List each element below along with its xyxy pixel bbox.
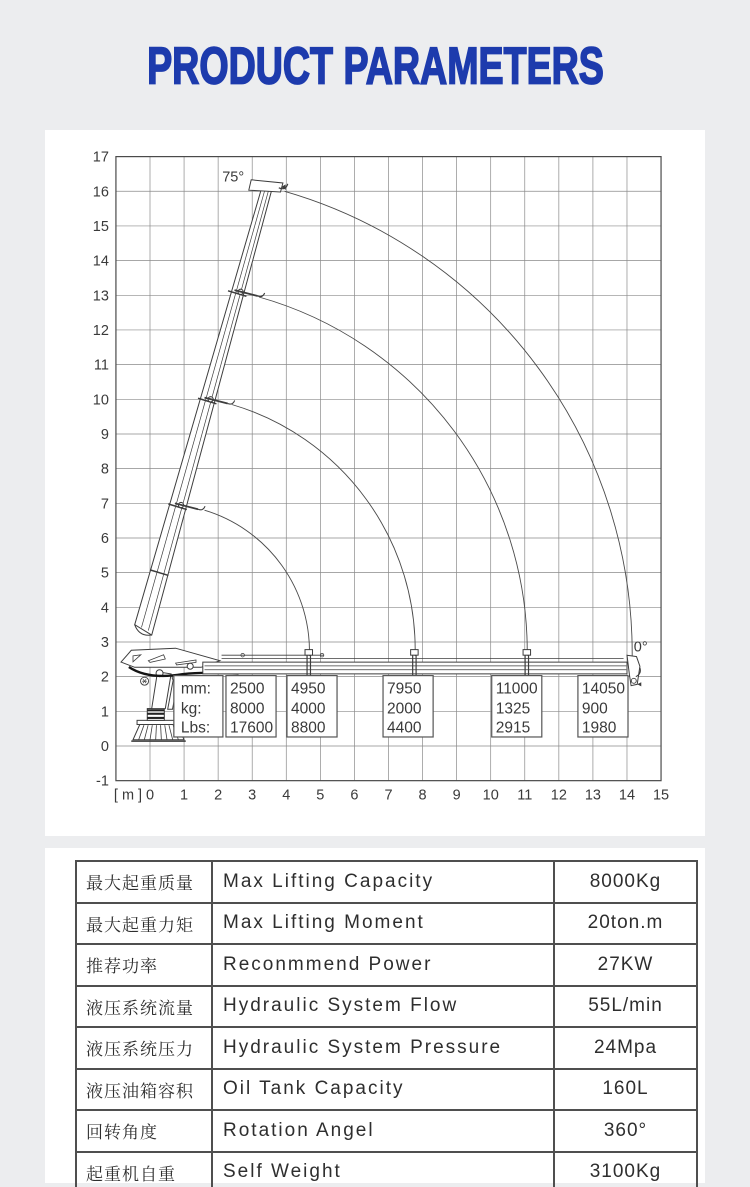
spec-row <box>76 1069 697 1111</box>
y-tick-label: 14 <box>92 253 109 270</box>
x-tick-label: 10 <box>482 787 499 804</box>
spec-name-en: Max Lifting Moment <box>212 903 554 945</box>
x-tick-label: 3 <box>248 787 257 804</box>
spec-name-cn: 起重机自重 <box>76 1152 212 1187</box>
reach-value: 8800 <box>290 719 326 737</box>
load-chart-panel <box>45 130 705 836</box>
reach-row-label: mm: <box>180 680 211 698</box>
max-angle-label: 75° <box>222 169 245 186</box>
crane-working-range-chart <box>45 130 705 836</box>
spec-table <box>75 860 698 1187</box>
spec-row <box>76 1152 697 1187</box>
x-axis-labels <box>114 788 669 804</box>
y-tick-label: 6 <box>100 530 109 547</box>
spec-name-cn: 最大起重质量 <box>76 861 212 903</box>
spec-name-cn: 回转角度 <box>76 1110 212 1152</box>
reach-row-label: kg: <box>180 700 202 718</box>
min-angle-label: 0° <box>633 639 648 656</box>
reach-value: 1325 <box>495 700 531 718</box>
spec-name-en: Rotation Angel <box>212 1110 554 1152</box>
boom-horizontal <box>203 662 627 674</box>
boom-tip-horizontal <box>627 655 640 686</box>
spec-row <box>76 1027 697 1069</box>
spec-value: 24Mpa <box>554 1027 697 1069</box>
capacity-arc <box>259 297 527 656</box>
x-tick-label: 15 <box>652 787 670 804</box>
boom-section-pulley <box>411 650 418 656</box>
spec-name-en: Max Lifting Capacity <box>212 861 554 903</box>
y-tick-label: 2 <box>100 669 109 686</box>
spec-name-cn: 液压油箱容积 <box>76 1069 212 1111</box>
x-tick-label: 11 <box>517 787 533 804</box>
y-tick-label: 4 <box>100 600 109 617</box>
y-axis-labels <box>93 150 109 790</box>
capacity-arcs <box>205 191 633 663</box>
reach-value: 1980 <box>581 719 617 737</box>
y-tick-label: 8 <box>100 461 109 478</box>
boom-section-pulley <box>523 650 530 656</box>
y-tick-label: 5 <box>100 565 109 582</box>
spec-row <box>76 861 697 903</box>
y-tick-label: 13 <box>92 288 109 305</box>
reach-value: 11000 <box>495 680 538 698</box>
y-tick-label: 9 <box>100 426 109 443</box>
spec-value: 3100Kg <box>554 1152 697 1187</box>
spec-row <box>76 1110 697 1152</box>
spec-value: 20ton.m <box>554 903 697 945</box>
x-axis-unit-label: [ m ] <box>113 787 143 804</box>
spec-value: 27KW <box>554 944 697 986</box>
spec-table-panel <box>45 848 705 1183</box>
reach-value: 14050 <box>581 680 626 698</box>
spec-row <box>76 944 697 986</box>
spec-name-cn: 液压系统流量 <box>76 986 212 1028</box>
x-tick-label: 13 <box>584 787 601 804</box>
reach-value: 4400 <box>387 719 422 737</box>
spec-value: 55L/min <box>554 986 697 1028</box>
spec-name-en: Reconmmend Power <box>212 944 554 986</box>
reach-capacity-boxes <box>174 676 628 737</box>
reach-value: 900 <box>581 700 608 718</box>
y-tick-label: 7 <box>100 496 109 513</box>
page-title: PRODUCT PARAMETERS <box>146 36 604 95</box>
boom-section-pulley <box>305 650 312 656</box>
reach-value: 8000 <box>229 700 265 718</box>
reach-value: 7950 <box>387 680 422 698</box>
x-tick-label: 2 <box>214 787 223 804</box>
reach-row-label: Lbs: <box>180 719 211 737</box>
spec-name-en: Hydraulic System Flow <box>212 986 554 1028</box>
spec-value: 8000Kg <box>554 861 697 903</box>
reach-value: 2500 <box>229 680 265 698</box>
spec-value: 360° <box>554 1110 697 1152</box>
y-tick-label: 16 <box>92 184 109 201</box>
reach-value: 4950 <box>290 680 326 698</box>
spec-name-cn: 推荐功率 <box>76 944 212 986</box>
x-tick-label: 5 <box>316 787 325 804</box>
reach-value: 2915 <box>495 719 531 737</box>
spec-name-en: Self Weight <box>212 1152 554 1187</box>
reach-value: 17600 <box>229 719 274 737</box>
y-tick-label: -1 <box>96 773 109 790</box>
x-tick-label: 4 <box>282 787 291 804</box>
spec-name-cn: 最大起重力矩 <box>76 903 212 945</box>
y-tick-label: 3 <box>100 634 109 651</box>
crane-illustration <box>121 180 641 741</box>
reach-value: 4000 <box>290 700 326 718</box>
x-tick-label: 12 <box>550 787 567 804</box>
boom-tip-inclined <box>249 180 283 192</box>
capacity-arc <box>205 510 310 656</box>
y-tick-label: 11 <box>93 357 109 374</box>
x-tick-label: 0 <box>145 787 155 804</box>
y-tick-label: 12 <box>92 322 109 339</box>
x-tick-label: 8 <box>418 787 427 804</box>
x-tick-label: 9 <box>452 787 461 804</box>
y-tick-label: 1 <box>100 704 109 721</box>
reach-value: 2000 <box>387 700 422 718</box>
x-tick-label: 14 <box>618 787 636 804</box>
x-tick-label: 7 <box>384 787 393 804</box>
x-tick-label: 6 <box>350 787 359 804</box>
y-tick-label: 15 <box>92 218 109 235</box>
capacity-arc <box>232 405 415 656</box>
x-tick-label: 1 <box>180 787 189 804</box>
spec-value: 160L <box>554 1069 697 1111</box>
page-header <box>0 38 750 93</box>
spec-name-en: Oil Tank Capacity <box>212 1069 554 1111</box>
spec-name-en: Hydraulic System Pressure <box>212 1027 554 1069</box>
spec-name-cn: 液压系统压力 <box>76 1027 212 1069</box>
y-tick-label: 10 <box>92 392 109 409</box>
luffing-cylinder <box>152 672 171 709</box>
y-tick-label: 0 <box>100 739 109 755</box>
spec-row <box>76 986 697 1028</box>
capacity-arc <box>285 191 633 663</box>
spec-row <box>76 903 697 945</box>
y-tick-label: 17 <box>92 149 109 166</box>
